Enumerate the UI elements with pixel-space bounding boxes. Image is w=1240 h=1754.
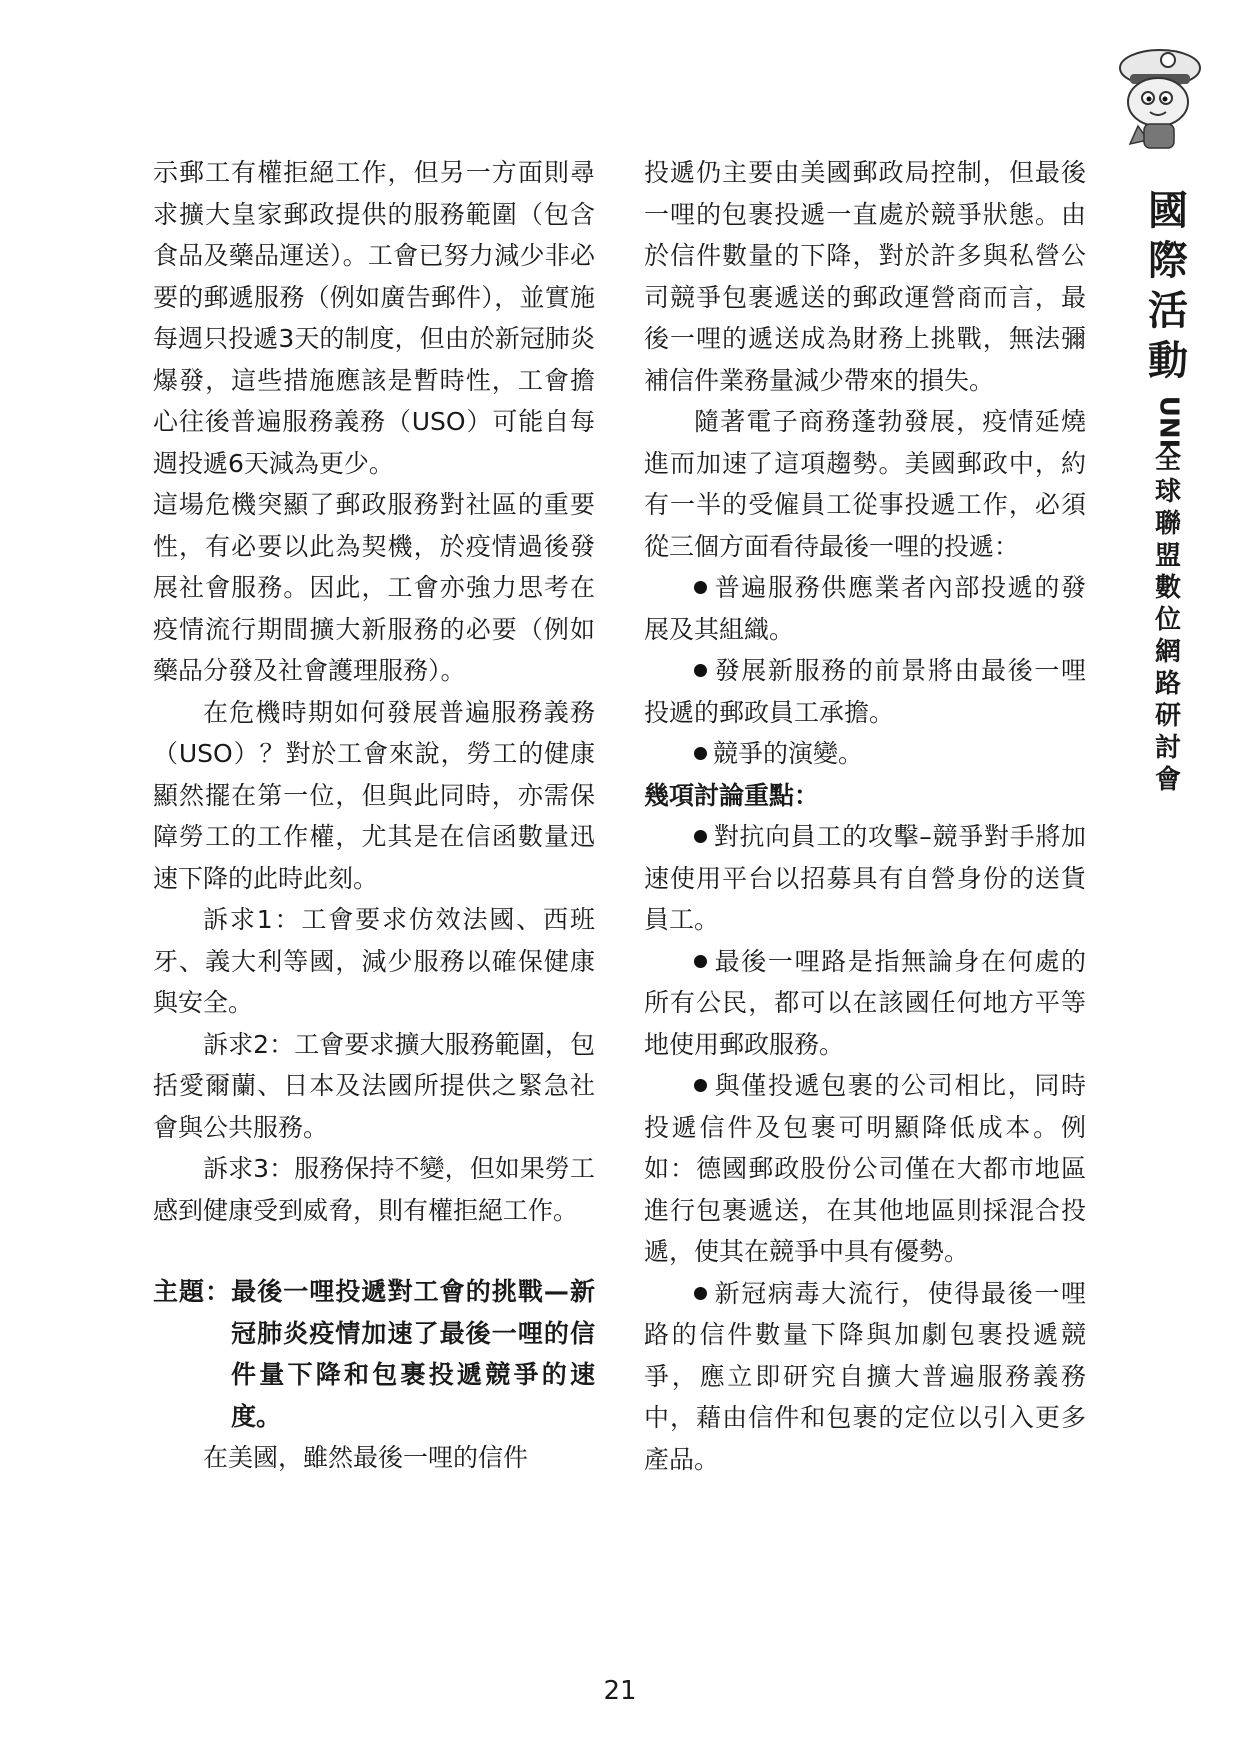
paragraph: 投遞仍主要由美國郵政局控制，但最後一哩的包裹投遞一直處於競爭狀態。由於信件數量的下降，對於許多與私營公司競爭包裹遞送的郵政運營商而言，最後一哩的遞送成為財務上挑戰，無法彌補信件業務量減少帶來的損失。 (644, 158, 1086, 395)
paragraph: 在美國，雖然最後一哩的信件 (203, 1443, 529, 1472)
section-side-label (1140, 186, 1196, 796)
demand-1: 訴求1：工會要求仿效法國、西班牙、義大利等國，減少服務以確保健康與安全。 (153, 905, 595, 1017)
paragraph: 在危機時期如何發展普遍服務義務（USO）？對於工會來說，勞工的健康顯然擺在第一位，但與此同時，亦需保障勞工的工作權，尤其是在信函數量迅速下降的此時此刻。 (153, 697, 595, 893)
bullet-item: 對抗向員工的攻擊–競爭對手將加速使用平台以招募具有自營身份的送貨員工。 (644, 822, 1086, 934)
postman-mascot-icon (1108, 44, 1208, 154)
bullet-item: 與僅投遞包裹的公司相比，同時投遞信件及包裹可明顯降低成本。例如：德國郵政股份公司僅在大都市地區進行包裹遞送，在其他地區則採混合投遞，使其在競爭中具有優勢。 (644, 1071, 1086, 1266)
theme-heading: 主題：最後一哩投遞對工會的挑戰—新冠肺炎疫情加速了最後一哩的信件量下降和包裹投遞競爭的速度。 (153, 1277, 595, 1431)
section-title: 國 際 活 動 (1148, 187, 1188, 384)
demand-3: 訴求3：服務保持不變，但如果勞工感到健康受到威脅，則有權拒絕工作。 (153, 1154, 595, 1225)
bullet-icon (694, 747, 707, 760)
paragraph: 隨著電子商務蓬勃發展，疫情延燒進而加速了這項趨勢。美國郵政中，約有一半的受僱員工從事投遞工作，必須從三個方面看待最後一哩的投遞： (644, 407, 1086, 561)
bullet-item: 發展新服務的前景將由最後一哩投遞的郵政員工承擔。 (644, 656, 1086, 727)
bullet-item: 新冠病毒大流行，使得最後一哩路的信件數量下降與加劇包裹投遞競爭，應立即研究自擴大普遍服務義務中，藉由信件和包裹的定位以引入更多產品。 (644, 1278, 1086, 1474)
page-number: 21 (603, 1676, 637, 1706)
left-column (153, 152, 595, 1479)
paragraph: 這場危機突顯了郵政服務對社區的重要性，有必要以此為契機，於疫情過後發展社會服務。因此，工會亦強力思考在疫情流行期間擴大新服務的必要（例如藥品分發及社會護理服務）。 (153, 490, 595, 685)
section-subtitle: UNI 全 球 聯 盟 數 位 網 路 研 討 會 (1152, 395, 1183, 795)
paragraph: 示郵工有權拒絕工作，但另一方面則尋求擴大皇家郵政提供的服務範圍（包含食品及藥品運送）。工會已努力減少非必要的郵遞服務（例如廣告郵件），並實施每週只投遞3天的制度，但由於新冠肺炎爆發，這些措施應該是暫時性，工會擔心往後普遍服務義務（USO）可能自每週投遞6天減為更少。 (153, 158, 595, 478)
bullet-icon (694, 830, 707, 843)
bullet-icon (694, 581, 707, 594)
discussion-heading: 幾項討論重點： (644, 780, 820, 810)
right-column (644, 152, 1086, 1480)
bullet-item: 競爭的演變。 (644, 733, 1086, 775)
demand-2: 訴求2：工會要求擴大服務範圍，包括愛爾蘭、日本及法國所提供之緊急社會與公共服務。 (153, 1029, 595, 1142)
bullet-icon (694, 664, 707, 677)
bullet-icon (694, 955, 707, 968)
bullet-icon (694, 1079, 707, 1092)
bullet-item: 普遍服務供應業者內部投遞的發展及其組織。 (644, 573, 1086, 644)
bullet-item: 最後一哩路是指無論身在何處的所有公民，都可以在該國任何地方平等地使用郵政服務。 (644, 946, 1086, 1059)
bullet-icon (694, 1287, 707, 1300)
